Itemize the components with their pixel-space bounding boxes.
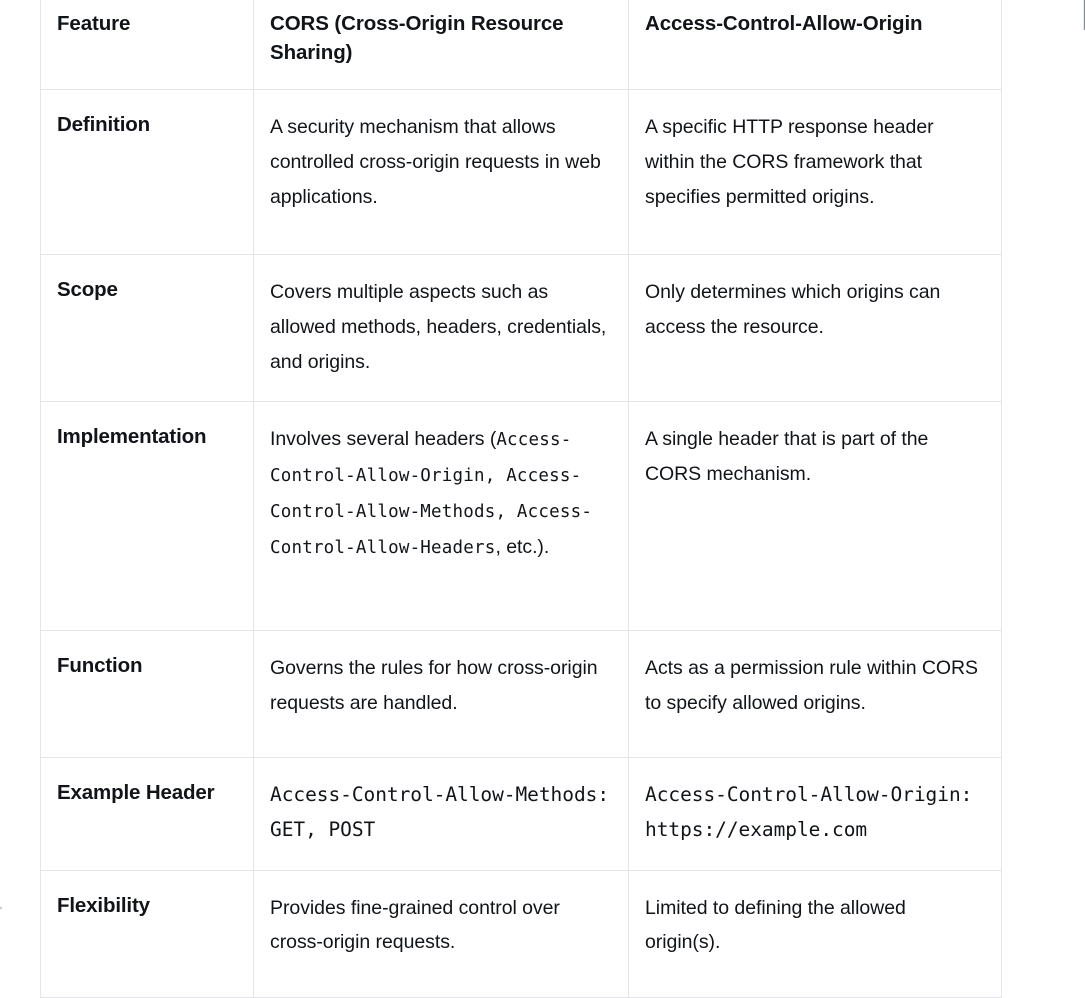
column-header-acao: Access-Control-Allow-Origin: [629, 0, 1002, 90]
cell-definition-cors: A security mechanism that allows controlled cross-origin requests in web applications.: [254, 90, 629, 255]
table-row: [41, 758, 1002, 870]
cell-flexibility-acao: Limited to defining the allowed origin(s).: [629, 870, 1002, 997]
row-label-example-header: Example Header: [41, 758, 254, 870]
table-row: [41, 870, 1002, 997]
cell-example-header-cors: Access-Control-Allow-Methods: GET, POST: [254, 758, 629, 870]
column-header-cors: CORS (Cross-Origin Resource Sharing): [254, 0, 629, 90]
table-row: [41, 631, 1002, 758]
table-row: [41, 402, 1002, 631]
implementation-header-names: Access-Control-Allow-Origin, Access-Control-Allow-Methods, Access-Control-Allow-Headers: [270, 430, 593, 559]
table-body: [41, 90, 1002, 998]
cell-flexibility-cors: Provides fine-grained control over cross-origin requests.: [254, 870, 629, 997]
column-header-feature: Feature: [41, 0, 254, 90]
table-header-row: [41, 0, 1002, 90]
cors-comparison-table: [40, 0, 1002, 998]
row-label-scope: Scope: [41, 255, 254, 402]
implementation-text-suffix: , etc.).: [495, 536, 550, 559]
cell-function-cors: Governs the rules for how cross-origin requests are handled.: [254, 631, 629, 758]
table-header: [41, 0, 1002, 90]
cell-function-acao: Acts as a permission rule within CORS to specify allowed origins.: [629, 631, 1002, 758]
cell-implementation-cors: [254, 402, 629, 631]
row-label-flexibility: Flexibility: [41, 870, 254, 997]
cell-scope-cors: Covers multiple aspects such as allowed methods, headers, credentials, and origins.: [254, 255, 629, 402]
table-row: [41, 255, 1002, 402]
implementation-text-prefix: Involves several headers (: [270, 428, 497, 451]
cell-scope-acao: Only determines which origins can access the resource.: [629, 255, 1002, 402]
table-row: [41, 90, 1002, 255]
row-label-function: Function: [41, 631, 254, 758]
row-label-definition: Definition: [41, 90, 254, 255]
cell-implementation-acao: A single header that is part of the CORS mechanism.: [629, 402, 1002, 631]
row-label-implementation: Implementation: [41, 402, 254, 631]
cell-example-header-acao: Access-Control-Allow-Origin: https://example.com: [629, 758, 1002, 870]
cell-definition-acao: A specific HTTP response header within the CORS framework that specifies permitted origins.: [629, 90, 1002, 255]
